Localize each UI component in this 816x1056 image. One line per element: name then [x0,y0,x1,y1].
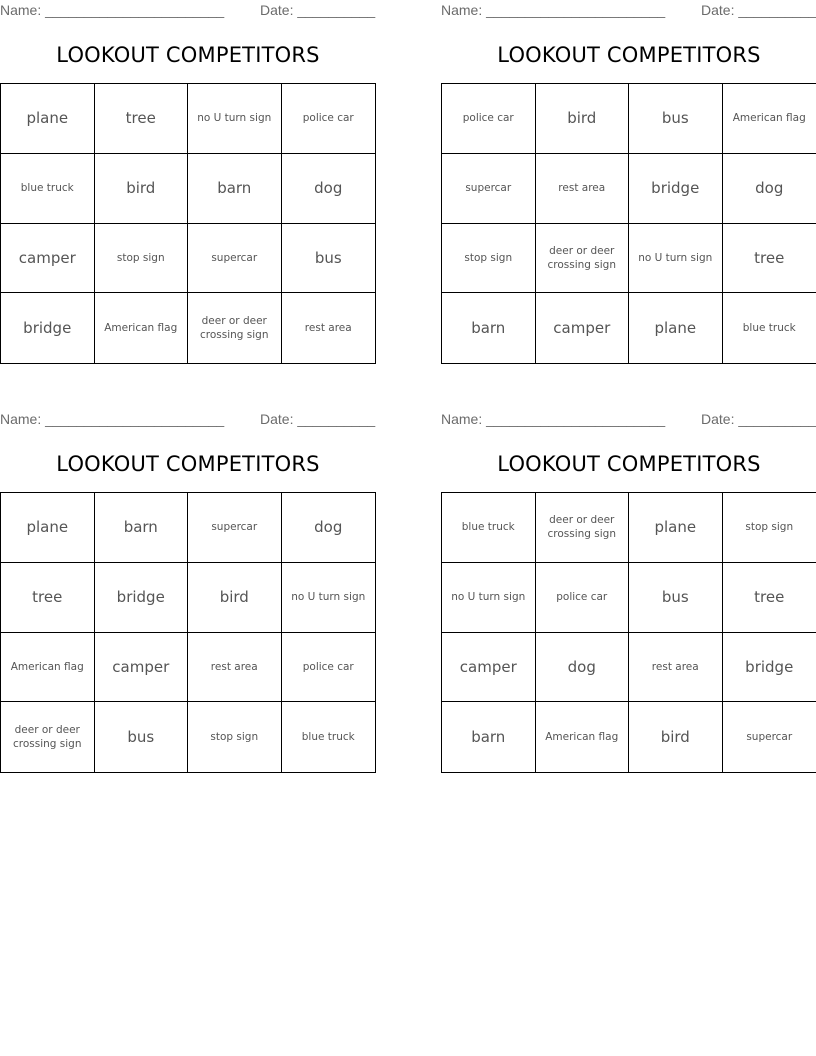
card-header [0,409,376,429]
bingo-cell[interactable]: bus [629,84,723,154]
bingo-cell[interactable]: American flag [1,633,95,703]
bingo-cell[interactable]: bus [95,702,189,772]
bingo-cell[interactable]: camper [536,293,630,363]
bingo-cell[interactable]: stop sign [188,702,282,772]
name-field[interactable]: Name: _______________________ [0,411,225,427]
bingo-cell[interactable]: dog [536,633,630,703]
card-title: LOOKOUT COMPETITORS [497,43,761,67]
bingo-grid [441,83,816,364]
bingo-cell[interactable]: camper [1,224,95,294]
bingo-cell[interactable]: police car [536,563,630,633]
bingo-cell[interactable]: rest area [536,154,630,224]
bingo-grid [441,492,816,773]
bingo-grid [0,492,376,773]
bingo-cell[interactable]: bus [282,224,376,294]
date-field[interactable]: Date: __________ [701,2,816,18]
bingo-cell[interactable]: tree [95,84,189,154]
bingo-cell[interactable]: tree [723,224,816,294]
bingo-cell[interactable]: rest area [188,633,282,703]
bingo-cell[interactable]: plane [1,493,95,563]
bingo-cell[interactable]: dog [282,154,376,224]
bingo-grid [0,83,376,364]
card-header [441,409,816,429]
bingo-cell[interactable]: dog [723,154,816,224]
bingo-card-3 [0,409,376,751]
bingo-card-2 [441,0,816,337]
bingo-cell[interactable]: bird [536,84,630,154]
bingo-cell[interactable]: stop sign [723,493,816,563]
bingo-cell[interactable]: dog [282,493,376,563]
date-field[interactable]: Date: __________ [701,411,816,427]
bingo-cell[interactable]: supercar [188,224,282,294]
bingo-card-1 [0,0,376,342]
bingo-cell[interactable]: stop sign [95,224,189,294]
bingo-cell[interactable]: bird [629,702,723,772]
bingo-cell[interactable]: deer or deer crossing sign [188,293,282,363]
bingo-cell[interactable]: barn [95,493,189,563]
name-field[interactable]: Name: _______________________ [0,2,225,18]
date-field[interactable]: Date: __________ [260,411,376,427]
bingo-cell[interactable]: police car [282,84,376,154]
bingo-cell[interactable]: police car [282,633,376,703]
bingo-cell[interactable]: supercar [746,731,793,744]
bingo-cell[interactable]: no U turn sign [442,563,536,633]
bingo-cell[interactable]: deer or deer crossing sign [1,702,95,772]
bingo-cell[interactable]: rest area [304,322,352,335]
bingo-card-4 [441,409,816,746]
bingo-cell[interactable]: bridge [629,154,723,224]
bingo-cell[interactable]: blue truck [1,154,95,224]
bingo-cell[interactable]: American flag [536,702,630,772]
bingo-cell[interactable]: American flag [723,84,816,154]
bingo-cell[interactable]: plane [629,493,723,563]
bingo-cell[interactable]: camper [95,633,189,703]
bingo-cell[interactable]: barn [442,702,536,772]
bingo-cell[interactable]: blue truck [742,322,796,335]
bingo-cell[interactable]: plane [629,293,723,363]
bingo-cell[interactable]: American flag [95,293,189,363]
bingo-cell[interactable]: blue truck [301,731,355,744]
bingo-cell[interactable]: supercar [442,154,536,224]
bingo-cell[interactable]: stop sign [442,224,536,294]
bingo-cell[interactable]: camper [442,633,536,703]
bingo-cell[interactable]: bird [188,563,282,633]
bingo-cell[interactable]: barn [188,154,282,224]
card-title: LOOKOUT COMPETITORS [497,452,761,476]
bingo-cell[interactable]: rest area [629,633,723,703]
bingo-cell[interactable]: no U turn sign [629,224,723,294]
name-field[interactable]: Name: _______________________ [441,411,666,427]
card-title: LOOKOUT COMPETITORS [56,43,320,67]
bingo-cell[interactable]: bridge [723,633,816,703]
bingo-cell[interactable]: blue truck [442,493,536,563]
bingo-cell[interactable]: police car [442,84,536,154]
card-header [441,0,816,20]
bingo-cell[interactable]: deer or deer crossing sign [536,224,630,294]
card-title: LOOKOUT COMPETITORS [56,452,320,476]
bingo-cell[interactable]: no U turn sign [282,563,376,633]
bingo-cell[interactable]: supercar [188,493,282,563]
name-field[interactable]: Name: _______________________ [441,2,666,18]
bingo-cell[interactable]: tree [1,563,95,633]
bingo-cell[interactable]: bridge [1,293,95,363]
bingo-cell[interactable]: plane [1,84,95,154]
bingo-cell[interactable]: no U turn sign [188,84,282,154]
bingo-cell[interactable]: tree [723,563,816,633]
bingo-cell[interactable]: deer or deer crossing sign [536,493,630,563]
card-header [0,0,376,20]
bingo-cell[interactable]: bird [95,154,189,224]
bingo-cell[interactable]: bus [629,563,723,633]
date-field[interactable]: Date: __________ [260,2,376,18]
bingo-cell[interactable]: barn [442,293,536,363]
bingo-cell[interactable]: bridge [95,563,189,633]
